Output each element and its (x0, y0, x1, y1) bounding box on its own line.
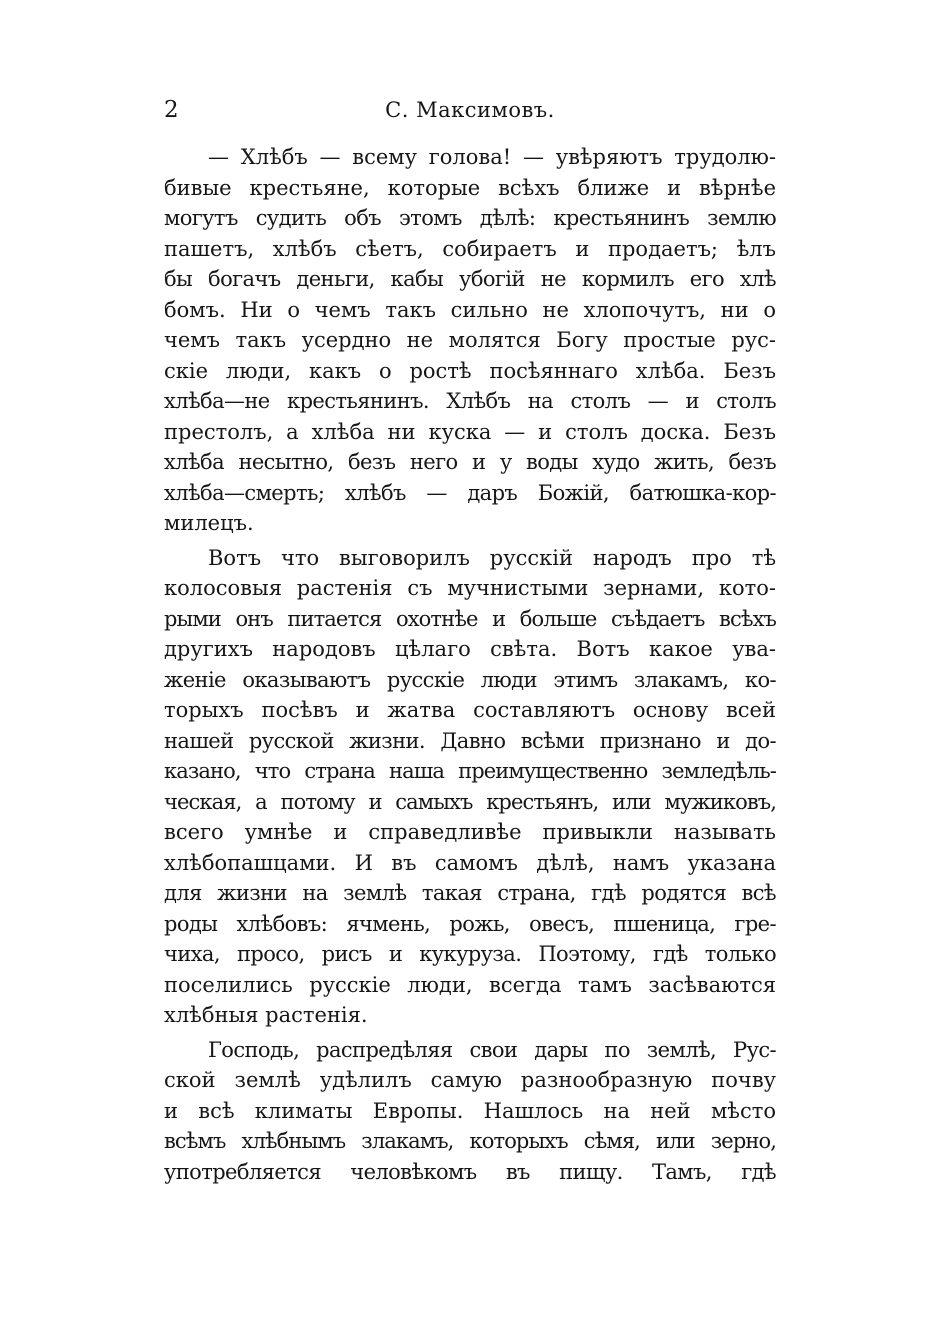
text-line: хлѣбныя растенія. (164, 1003, 368, 1027)
page-number: 2 (164, 97, 179, 123)
text-line: хлѣба несытно, безъ него и у воды худо жить, безъ (164, 450, 776, 474)
text-line: престолъ, а хлѣба ни куска — и столъ доска. Безъ (164, 419, 776, 444)
text-line: бы богачъ деньги, кабы убогій не кормилъ его хлѣ (164, 267, 776, 291)
text-line: ской землѣ удѣлилъ самую разнообразную почву (164, 1068, 776, 1092)
running-head: С. Максимовъ. (385, 98, 555, 122)
text-line: поселились русскіе люди, всегда тамъ засѣваются (164, 972, 776, 997)
text-line: другихъ народовъ цѣлаго свѣта. Вотъ какое ува- (164, 637, 776, 661)
text-line: хлѣба—не крестьянинъ. Хлѣбъ на столъ — и столъ (164, 389, 776, 413)
text-line: милецъ. (164, 511, 254, 535)
text-line: ческая, а потому и самыхъ крестьянъ, или мужиковъ, (164, 789, 776, 814)
text-line: и всѣ климаты Европы. Нашлось на ней мѣсто (164, 1098, 776, 1123)
text-line: рыми онъ питается охотнѣе и больше съѣдаетъ всѣхъ (164, 606, 776, 631)
text-line: чиха, просо, рисъ и кукуруза. Поэтому, гдѣ только (164, 942, 776, 966)
text-line: скіе люди, какъ о ростѣ посѣяннаго хлѣба. Безъ (164, 358, 776, 383)
text-line: могутъ судить объ этомъ дѣлѣ: крестьянинъ землю (164, 206, 776, 230)
text-line: всего умнѣе и справедливѣе привыкли называть (164, 820, 776, 844)
text-line: хлѣбопашцами. И въ самомъ дѣлѣ, намъ указана (164, 850, 776, 875)
text-line: хлѣба—смерть; хлѣбъ — даръ Божій, батюшка-кор- (164, 480, 776, 505)
text-line: употребляется человѣкомъ въ пищу. Тамъ, гдѣ (164, 1159, 776, 1184)
text-line: всѣмъ хлѣбнымъ злакамъ, которыхъ сѣмя, или зерно, (164, 1129, 776, 1153)
text-line: роды хлѣбовъ: ячмень, рожь, овесъ, пшеница, гре- (164, 911, 776, 936)
text-line: торыхъ посѣвъ и жатва составляютъ основу всей (164, 698, 776, 722)
text-line: колосовыя растенія съ мучнистыми зернами, кото- (164, 576, 776, 600)
text-line: бомъ. Ни о чемъ такъ сильно не хлопочутъ, ни о (164, 297, 776, 322)
text-line: чемъ такъ усердно не молятся Богу простые рус- (164, 328, 776, 352)
text-line: пашетъ, хлѣбъ сѣетъ, собираетъ и продаетъ; ѣлъ (164, 236, 776, 261)
text-line: казано, что страна наша преимущественно земледѣль- (164, 759, 776, 783)
text-line: для жизни на землѣ такая страна, гдѣ родятся всѣ (164, 881, 776, 905)
text-line: бивые крестьяне, которые всѣхъ ближе и вѣрнѣе (164, 175, 776, 200)
page-header (164, 95, 776, 125)
text-line: Вотъ что выговорилъ русскій народъ про тѣ (208, 545, 776, 570)
text-line: женіе оказываютъ русскіе люди этимъ злакамъ, ко- (164, 667, 776, 692)
text-line: — Хлѣбъ — всему голова! — увѣряютъ трудолю- (208, 145, 776, 169)
text-line: нашей русской жизни. Давно всѣми признано и до- (164, 728, 776, 753)
body-text (164, 142, 776, 1187)
text-line: Господь, распредѣляя свои дары по землѣ, Рус- (208, 1037, 776, 1062)
